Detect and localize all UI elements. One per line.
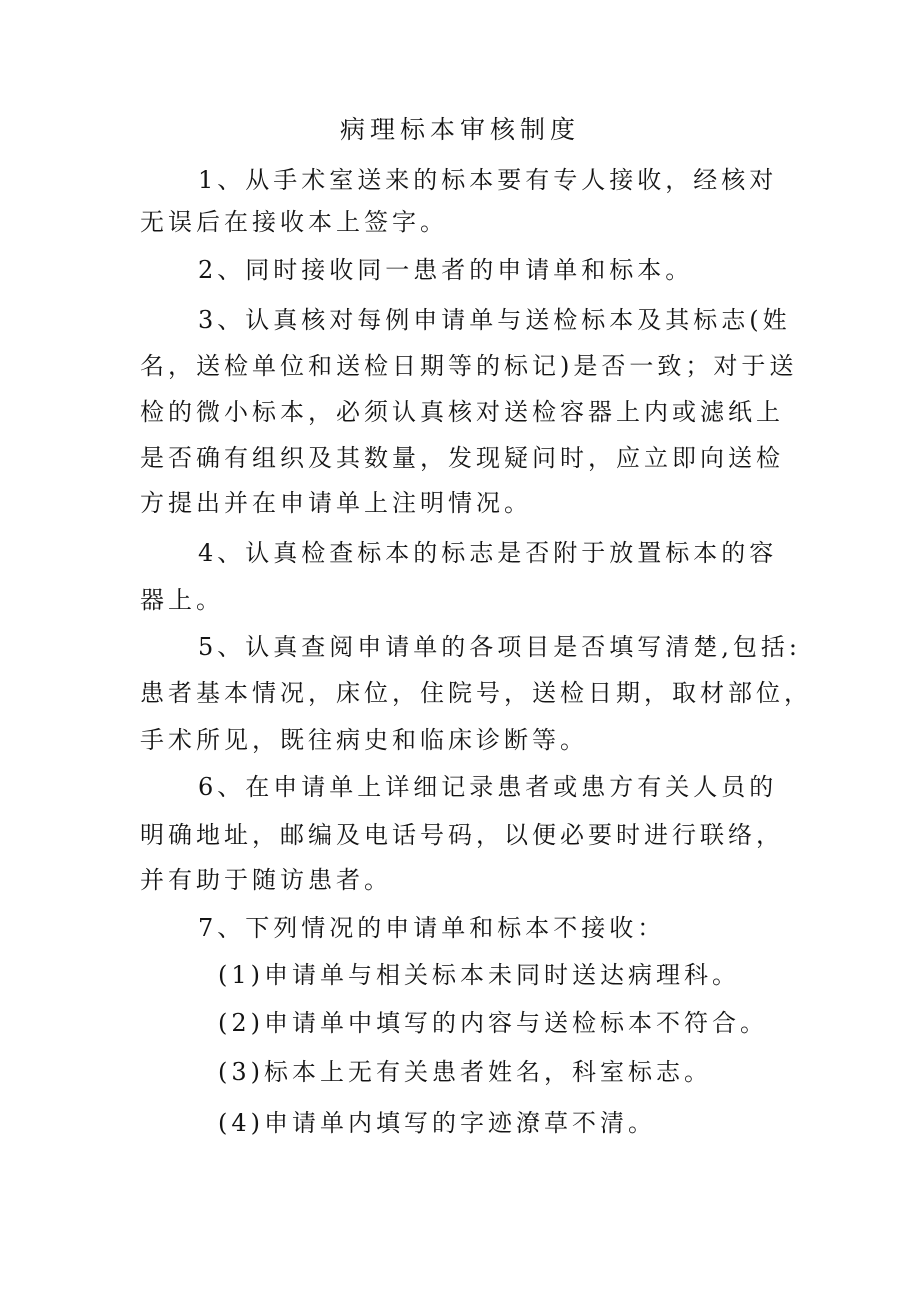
paragraph-4-line-2: 器上。: [140, 586, 224, 614]
paragraph-2-line-1: 2、同时接收同一患者的申请单和标本。: [198, 256, 694, 284]
paragraph-5-line-1: 5、认真查阅申请单的各项目是否填写清楚,包括:: [198, 633, 801, 661]
paragraph-7-line-1: 7、下列情况的申请单和标本不接收：: [198, 914, 666, 942]
paragraph-5-line-3: 手术所见，既往病史和临床诊断等。: [140, 726, 588, 754]
sub-item-1: (1)申请单与相关标本未同时送达病理科。: [218, 961, 740, 989]
paragraph-1-line-2: 无误后在接收本上签字。: [140, 208, 448, 236]
paragraph-3-line-3: 检的微小标本，必须认真核对送检容器上内或滤纸上: [140, 398, 784, 426]
sub-item-4: (4)申请单内填写的字迹潦草不清。: [218, 1109, 656, 1137]
paragraph-6-line-1: 6、在申请单上详细记录患者或患方有关人员的: [198, 773, 778, 801]
paragraph-3-line-4: 是否确有组织及其数量，发现疑问时，应立即向送检: [140, 444, 784, 472]
paragraph-3-line-2: 名，送检单位和送检日期等的标记)是否一致；对于送: [140, 352, 798, 380]
sub-item-3: (3)标本上无有关患者姓名，科室标志。: [218, 1058, 712, 1086]
paragraph-6-line-3: 并有助于随访患者。: [140, 866, 392, 894]
paragraph-5-line-2: 患者基本情况，床位，住院号，送检日期，取材部位，: [140, 679, 812, 707]
paragraph-1-line-1: 1、从手术室送来的标本要有专人接收，经核对: [198, 166, 778, 194]
document-title: 病理标本审核制度: [339, 115, 580, 144]
paragraph-3-line-5: 方提出并在申请单上注明情况。: [140, 489, 532, 517]
paragraph-4-line-1: 4、认真检查标本的标志是否附于放置标本的容: [198, 539, 778, 567]
paragraph-6-line-2: 明确地址，邮编及电话号码，以便必要时进行联络，: [140, 821, 784, 849]
sub-item-2: (2)申请单中填写的内容与送检标本不符合。: [218, 1009, 768, 1037]
paragraph-3-line-1: 3、认真核对每例申请单与送检标本及其标志(姓: [198, 306, 791, 334]
